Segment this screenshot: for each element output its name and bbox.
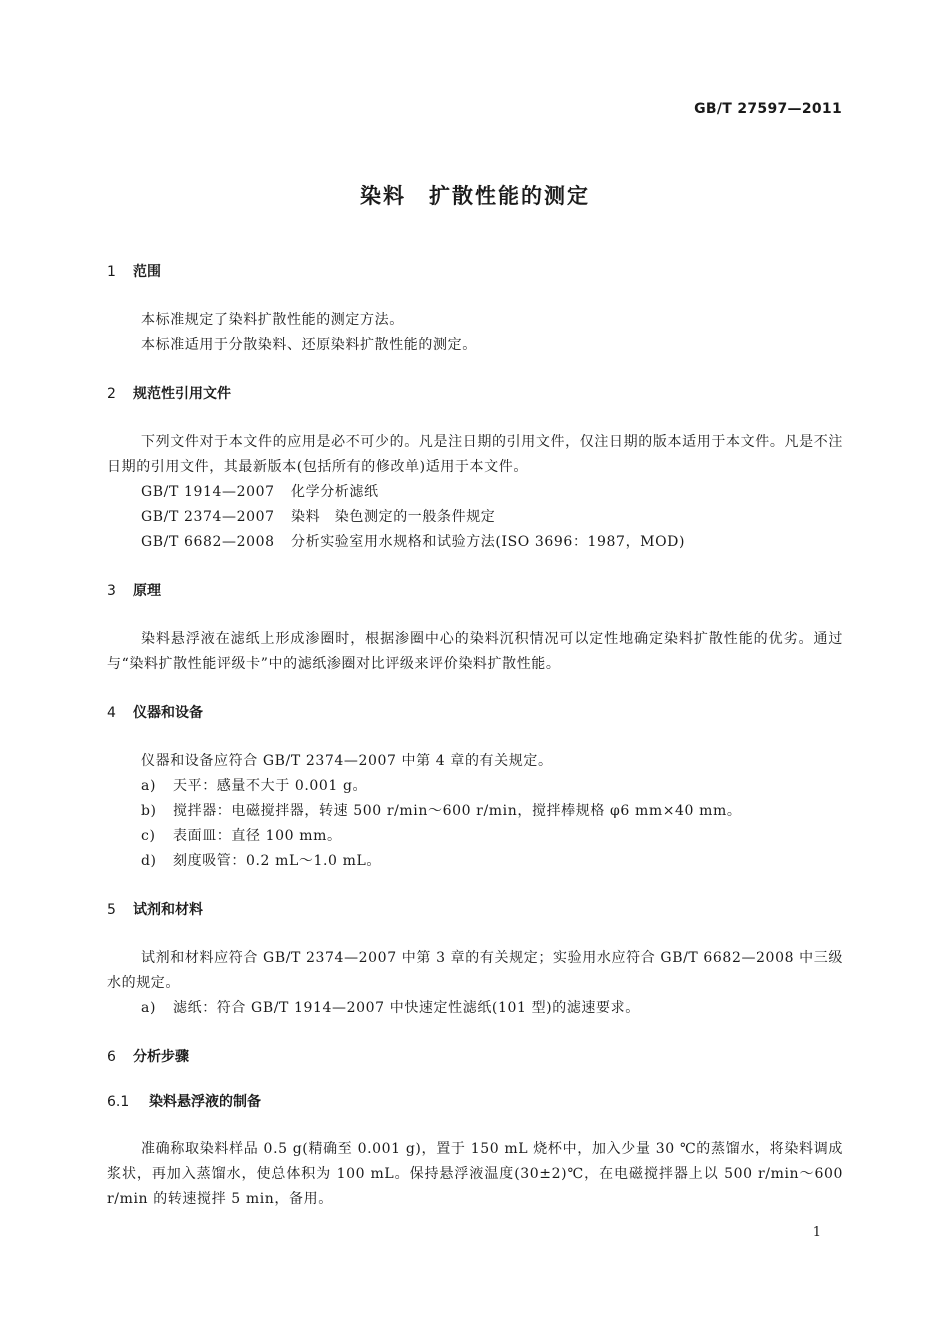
section-4-heading: [107, 703, 843, 723]
document-title: 染料 扩散性能的测定: [360, 184, 590, 208]
standard-code: GB/T 27597—2011: [694, 101, 842, 117]
section-6-heading: [107, 1047, 843, 1067]
list-text: 滤纸：符合 GB/T 1914—2007 中快速定性滤纸(101 型)的滤速要求。: [173, 1000, 640, 1016]
section-number: 6: [107, 1049, 116, 1065]
reference-code: GB/T 2374—2007: [141, 509, 275, 525]
subsection-6-1-heading: [107, 1092, 843, 1112]
list-item: [107, 774, 843, 799]
paragraph: 本标准适用于分散染料、还原染料扩散性能的测定。: [141, 337, 477, 353]
list-label: b): [141, 803, 157, 819]
document-body: [107, 262, 843, 1212]
paragraph: 准确称取染料样品 0.5 g(精确至 0.001 g)，置于 150 mL 烧杯中，加入少量 30 ℃的蒸馏水，将染料调成浆状，再加入蒸馏水，使总体积为 100 mL。保持悬浮液温度(30±2)℃，在电磁搅拌器上以 500 r/min～600 r/min 的转速搅拌 5 min，备用。: [107, 1141, 843, 1207]
reference-item: [107, 480, 843, 505]
section-title: 仪器和设备: [133, 705, 203, 721]
list-label: a): [141, 1000, 157, 1016]
section-title: 分析步骤: [133, 1049, 189, 1065]
section-5-heading: [107, 900, 843, 920]
reference-item: [107, 530, 843, 555]
reference-code: GB/T 1914—2007: [141, 484, 275, 500]
reference-title: 分析实验室用水规格和试验方法(ISO 3696：1987，MOD): [291, 534, 686, 550]
subsection-title: 染料悬浮液的制备: [149, 1094, 261, 1110]
section-number: 4: [107, 705, 116, 721]
list-text: 搅拌器：电磁搅拌器，转速 500 r/min～600 r/min，搅拌棒规格 φ6 mm×40 mm。: [173, 803, 742, 819]
section-number: 5: [107, 902, 116, 918]
paragraph: 试剂和材料应符合 GB/T 2374—2007 中第 3 章的有关规定；实验用水应符合 GB/T 6682—2008 中三级水的规定。: [107, 950, 843, 991]
section-2-heading: [107, 384, 843, 404]
paragraph: 仪器和设备应符合 GB/T 2374—2007 中第 4 章的有关规定。: [141, 753, 553, 769]
reference-item: [107, 505, 843, 530]
section-1-heading: [107, 262, 843, 282]
section-title: 规范性引用文件: [133, 386, 231, 402]
page-number: 1: [812, 1225, 821, 1240]
reference-title: 化学分析滤纸: [291, 484, 379, 500]
list-label: c): [141, 828, 156, 844]
section-3-heading: [107, 581, 843, 601]
section-number: 1: [107, 264, 116, 280]
section-number: 2: [107, 386, 116, 402]
list-label: a): [141, 778, 157, 794]
list-text: 天平：感量不大于 0.001 g。: [173, 778, 368, 794]
subsection-number: 6.1: [107, 1094, 130, 1110]
paragraph: 本标准规定了染料扩散性能的测定方法。: [141, 312, 404, 328]
reference-title: 染料 染色测定的一般条件规定: [291, 509, 496, 525]
paragraph: 染料悬浮液在滤纸上形成渗圈时，根据渗圈中心的染料沉积情况可以定性地确定染料扩散性能的优劣。通过与“染料扩散性能评级卡”中的滤纸渗圈对比评级来评价染料扩散性能。: [107, 631, 843, 672]
paragraph: 下列文件对于本文件的应用是必不可少的。凡是注日期的引用文件，仅注日期的版本适用于本文件。凡是不注日期的引用文件，其最新版本(包括所有的修改单)适用于本文件。: [107, 434, 843, 475]
section-number: 3: [107, 583, 116, 599]
list-item: [107, 824, 843, 849]
list-item: [107, 849, 843, 874]
section-title: 试剂和材料: [133, 902, 203, 918]
list-text: 刻度吸管：0.2 mL～1.0 mL。: [173, 853, 381, 869]
list-label: d): [141, 853, 157, 869]
section-title: 原理: [133, 583, 161, 599]
list-item: [107, 799, 843, 824]
list-text: 表面皿：直径 100 mm。: [173, 828, 342, 844]
list-item: [107, 996, 843, 1021]
reference-code: GB/T 6682—2008: [141, 534, 275, 550]
section-title: 范围: [133, 264, 161, 280]
